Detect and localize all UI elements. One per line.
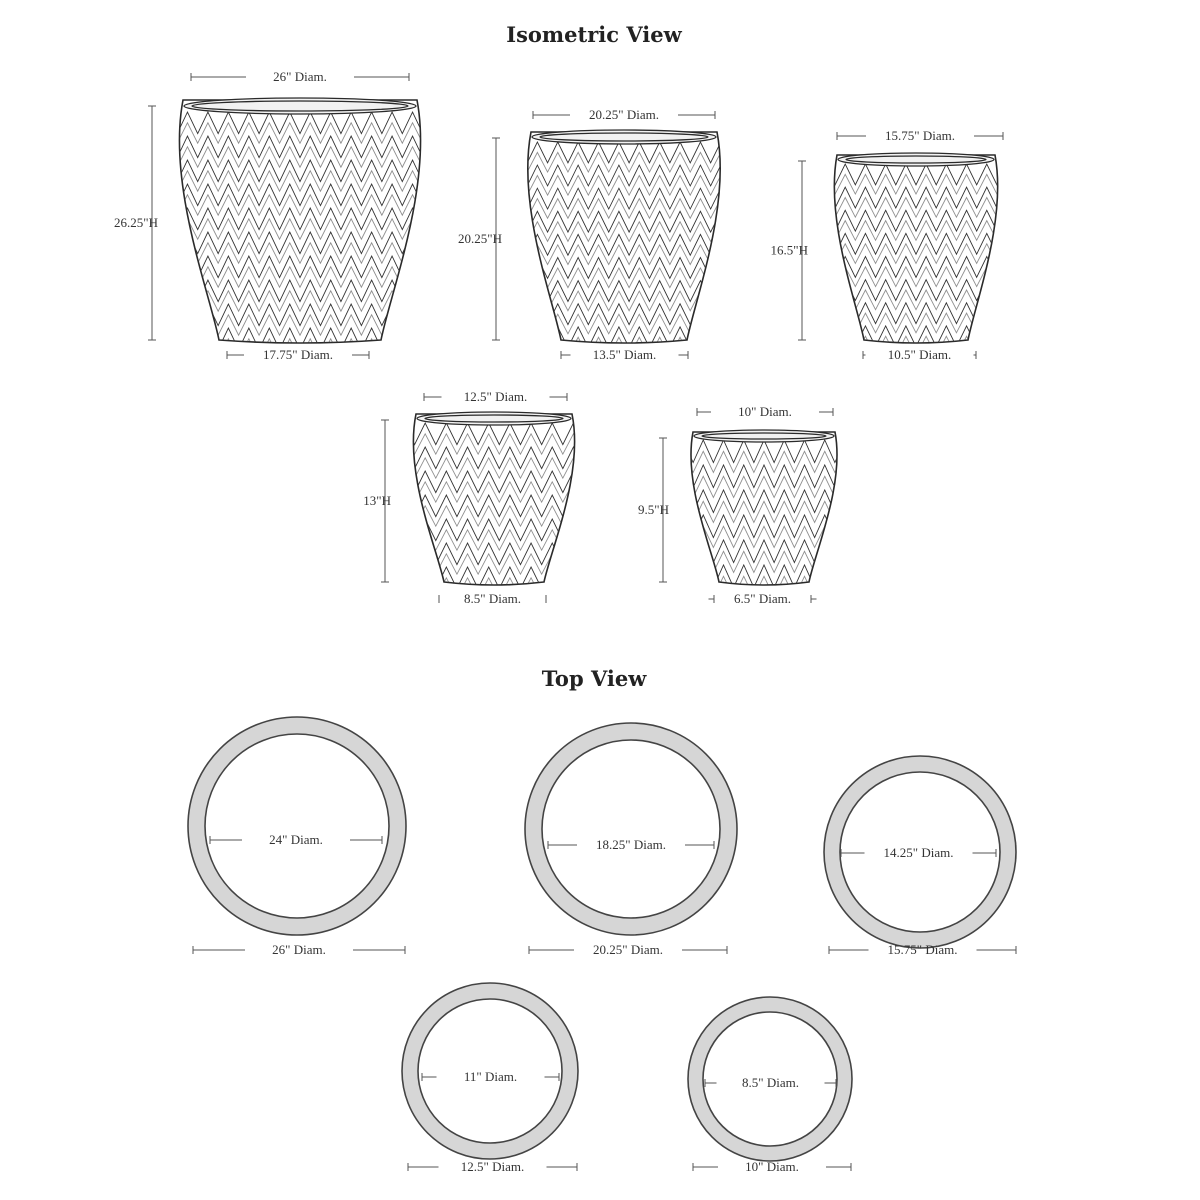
ring-inner-circle <box>542 740 720 918</box>
pot-4 <box>363 389 584 606</box>
pot-1-top-diameter <box>191 69 409 84</box>
pot-5-top-diameter-label: 10" Diam. <box>738 404 792 419</box>
pot-rim-inner <box>192 101 408 111</box>
pot-2-height-label: 20.25"H <box>458 231 502 246</box>
pot-3-top-diameter <box>837 128 1003 143</box>
pot-1-bottom-diameter <box>227 347 369 362</box>
pot-4-bottom-diameter <box>439 591 547 606</box>
ring-inner-circle <box>205 734 389 918</box>
pot-4-height-label: 13"H <box>363 493 391 508</box>
pot-4-height <box>363 420 391 582</box>
ring-2-inner-diameter-label: 18.25" Diam. <box>596 837 666 852</box>
pot-1-bottom-diameter-label: 17.75" Diam. <box>263 347 333 362</box>
ring-5-inner-diameter-label: 8.5" Diam. <box>742 1075 799 1090</box>
pot-3-height-label: 16.5"H <box>770 242 808 258</box>
ring-3-outer-diameter-label: 15.75" Diam. <box>887 942 958 957</box>
ring-2 <box>525 723 737 957</box>
pot-2-bottom-diameter-label: 13.5" Diam. <box>592 347 657 362</box>
pot-rim-inner <box>540 133 708 141</box>
pot-5-height <box>638 438 669 582</box>
pot-1-height-label: 26.25"H <box>114 215 158 230</box>
pot-5-height-label: 9.5"H <box>638 502 669 517</box>
pot-3 <box>771 128 1007 362</box>
pot-2-height <box>458 138 502 340</box>
ring-1-outer-diameter <box>193 942 405 957</box>
pot-1-height <box>114 106 158 340</box>
pot-rim-inner <box>425 415 563 422</box>
pot-5 <box>638 404 845 606</box>
isometric-view-title: Isometric View <box>506 22 682 47</box>
top-view-rings <box>188 717 1016 1174</box>
ring-5-outer-diameter <box>693 1159 851 1174</box>
pot-body <box>691 432 837 585</box>
pot-rim-inner <box>702 433 826 439</box>
ring-4-inner-diameter-label: 11" Diam. <box>463 1069 518 1084</box>
ring-4 <box>402 983 578 1174</box>
ring-4-outer-diameter <box>408 1159 577 1174</box>
pot-3-top-diameter-label: 15.75" Diam. <box>885 128 955 143</box>
ring-2-outer-diameter-label: 20.25" Diam. <box>593 942 663 957</box>
ring-1-inner-diameter-label: 24" Diam. <box>269 832 323 847</box>
ring-1-outer-diameter-label: 26" Diam. <box>272 942 326 957</box>
pot-rim-inner <box>846 156 986 163</box>
ring-3-inner-diameter-label: 14.25" Diam. <box>883 845 954 860</box>
ring-3-outer-diameter <box>829 942 1016 957</box>
pot-5-top-diameter <box>697 404 833 419</box>
ring-5 <box>688 997 852 1174</box>
pot-5-bottom-diameter-label: 6.5" Diam. <box>734 591 791 606</box>
ring-2-outer-diameter <box>529 942 727 957</box>
pot-5-bottom-diameter <box>709 591 817 606</box>
ring-4-outer-diameter-label: 12.5" Diam. <box>460 1159 525 1174</box>
pot-2 <box>458 107 731 362</box>
isometric-pots <box>114 69 1007 606</box>
pot-1-top-diameter-label: 26" Diam. <box>273 69 327 84</box>
ring-5-outer-diameter-label: 10" Diam. <box>745 1159 799 1174</box>
pot-3-bottom-diameter <box>863 347 976 362</box>
pot-2-top-diameter-label: 20.25" Diam. <box>589 107 659 122</box>
ring-3 <box>824 756 1016 957</box>
pot-body <box>834 155 997 343</box>
pot-2-bottom-diameter <box>561 347 688 362</box>
pot-4-top-diameter-label: 12.5" Diam. <box>463 389 528 404</box>
pot-3-bottom-diameter-label: 10.5" Diam. <box>887 347 952 362</box>
ring-1 <box>188 717 406 957</box>
pot-3-height <box>771 161 808 340</box>
top-view-title: Top View <box>541 666 647 691</box>
pot-1 <box>114 69 433 362</box>
pot-4-bottom-diameter-label: 8.5" Diam. <box>464 591 521 606</box>
pot-4-top-diameter <box>424 389 567 404</box>
pot-2-top-diameter <box>533 107 715 122</box>
